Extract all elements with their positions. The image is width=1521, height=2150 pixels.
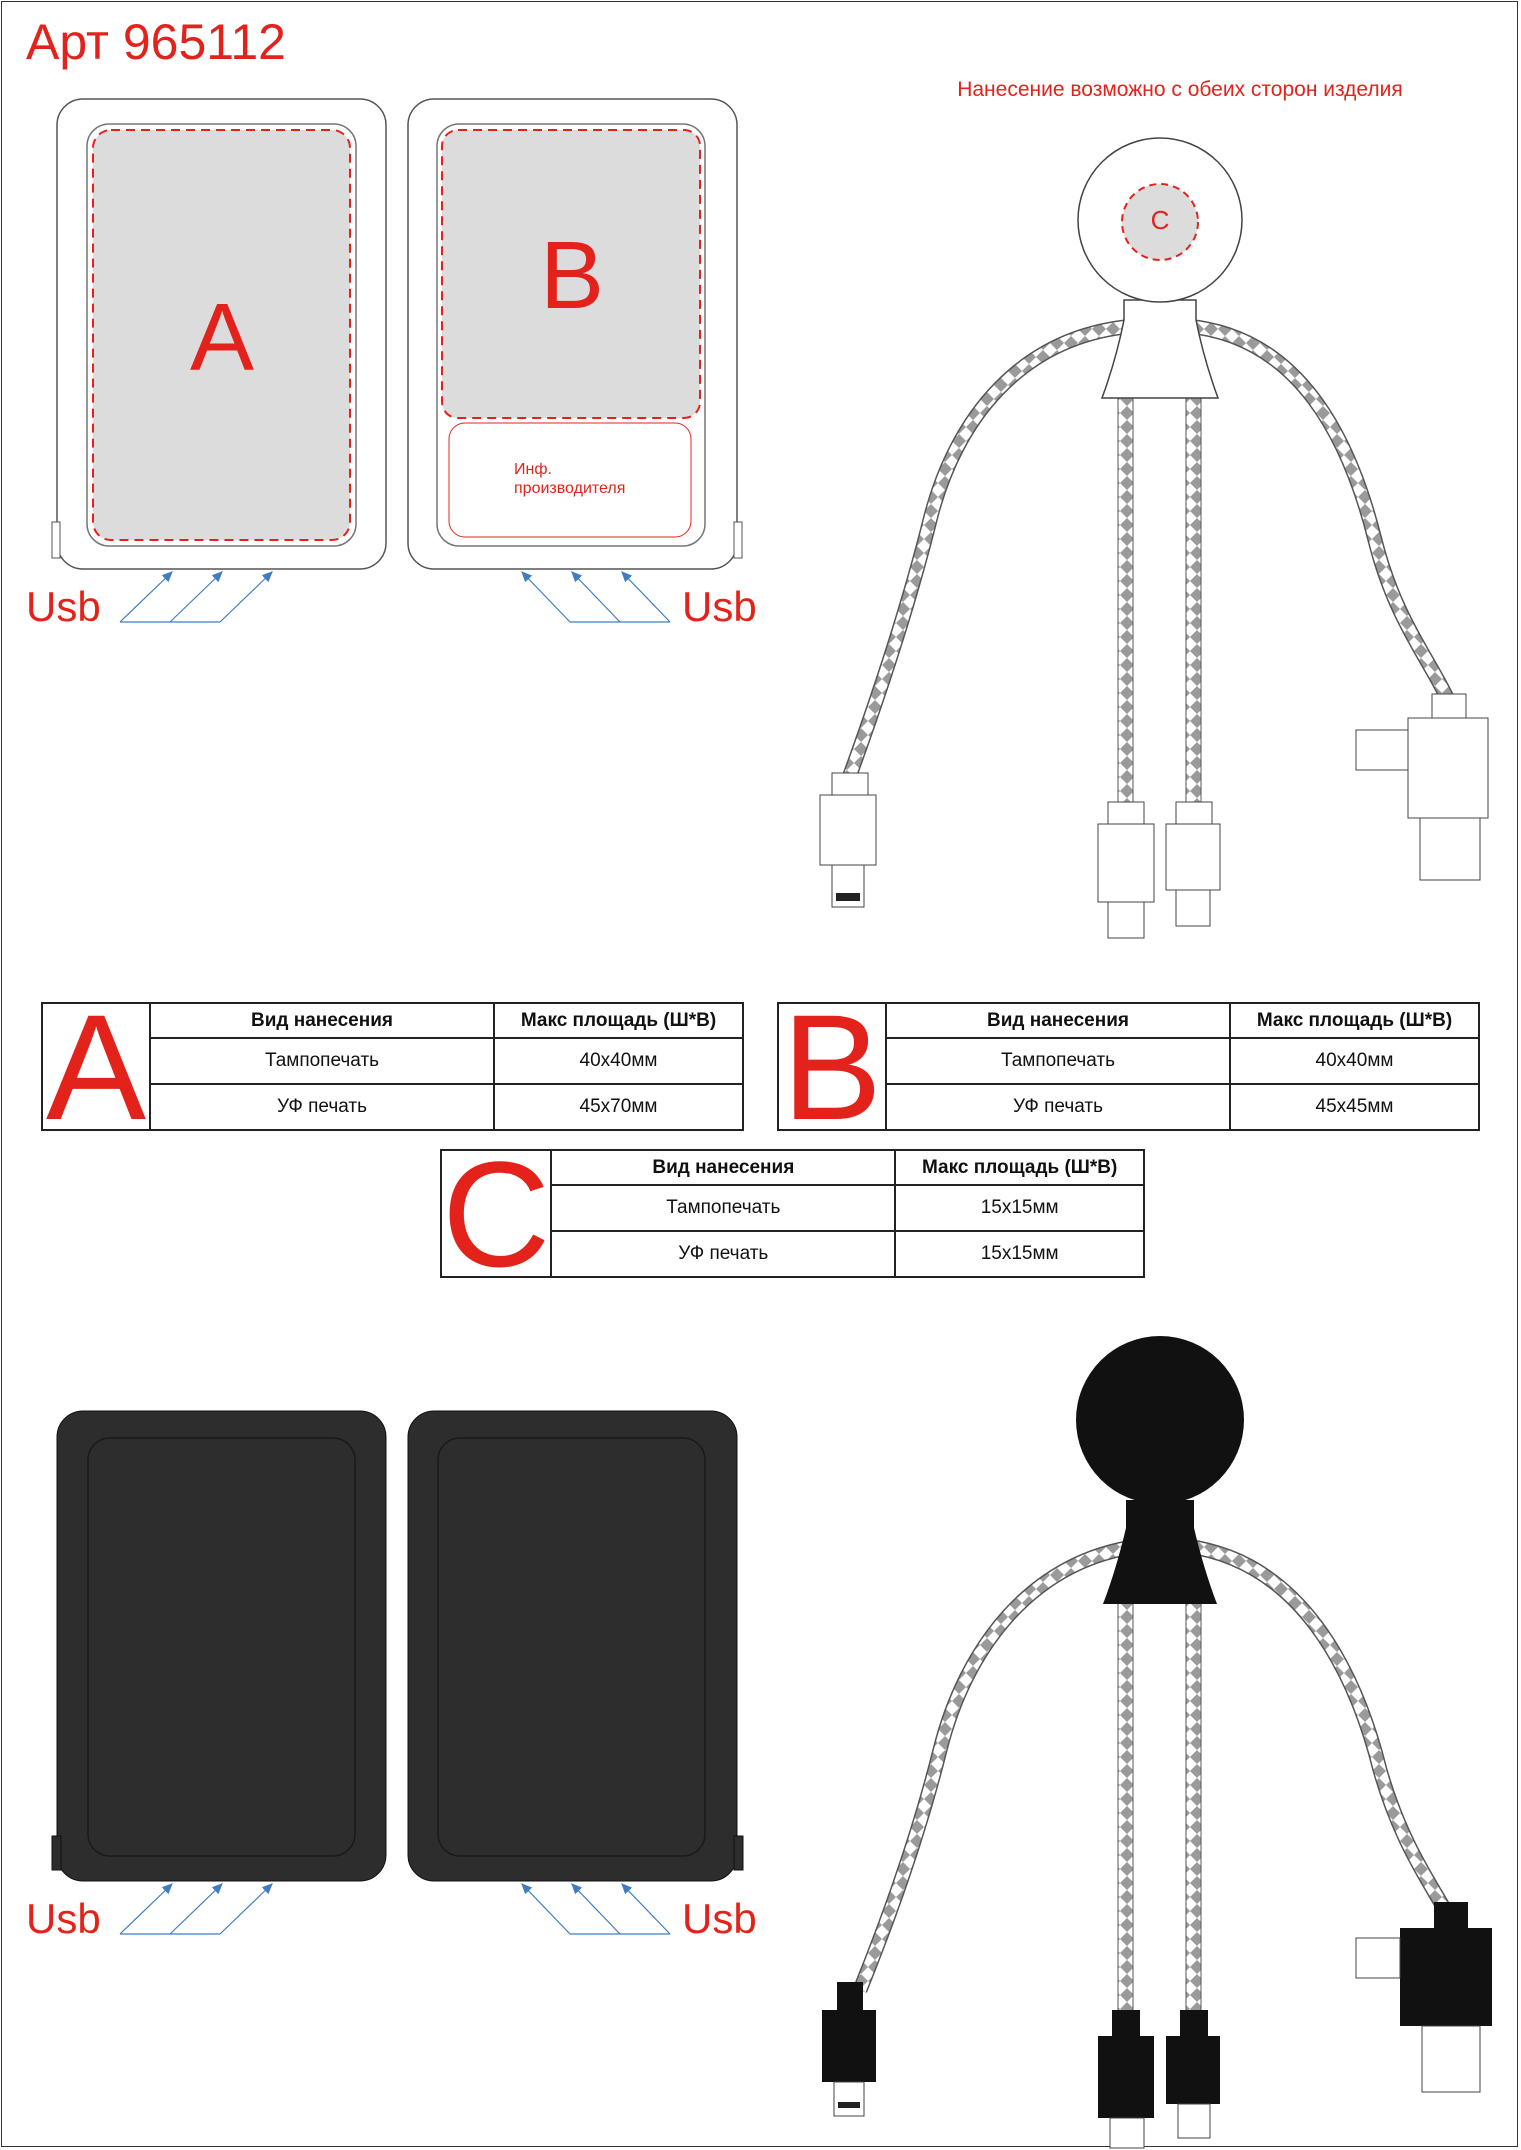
power-bank-front-black bbox=[52, 1411, 386, 1881]
spec-table-a bbox=[41, 982, 744, 1151]
table-header: Макс площадь (Ш*В) bbox=[494, 1003, 743, 1038]
table-letter: B bbox=[778, 1003, 886, 1130]
table-cell: УФ печать bbox=[150, 1084, 494, 1130]
cable-figure-black bbox=[822, 1336, 1492, 2148]
table-header: Вид нанесения bbox=[150, 1003, 494, 1038]
table-cell: 40x40мм bbox=[1230, 1038, 1479, 1084]
table-cell: 45x70мм bbox=[494, 1084, 743, 1130]
zone-b-label: B bbox=[539, 222, 605, 329]
power-bank-back-outline bbox=[408, 99, 742, 569]
table-cell: УФ печать bbox=[551, 1231, 895, 1277]
table-cell: УФ печать bbox=[886, 1084, 1230, 1130]
maker-info-line1: Инф. bbox=[514, 461, 552, 478]
table-letter: C bbox=[442, 1129, 551, 1298]
usb-label-back-top: Usb bbox=[682, 583, 757, 630]
zone-c-label: C bbox=[1150, 205, 1170, 235]
print-note: Нанесение возможно с обеих сторон изделия bbox=[957, 78, 1403, 101]
table-cell: 40x40мм bbox=[494, 1038, 743, 1084]
article-title: Арт 965112 bbox=[26, 14, 286, 70]
usb-arrows-top bbox=[120, 572, 670, 622]
zone-a-label: A bbox=[189, 284, 255, 391]
usb-arrows-bottom bbox=[120, 1884, 670, 1934]
table-cell: Тампопечать bbox=[551, 1185, 895, 1231]
table-header: Вид нанесения bbox=[551, 1150, 895, 1185]
maker-info-line2: производителя bbox=[514, 480, 626, 497]
table-header: Макс площадь (Ш*В) bbox=[895, 1150, 1144, 1185]
spec-table-c bbox=[440, 1129, 1145, 1298]
table-cell: 15x15мм bbox=[895, 1231, 1144, 1277]
usb-label-front-top: Usb bbox=[26, 583, 101, 630]
table-header: Макс площадь (Ш*В) bbox=[1230, 1003, 1479, 1038]
power-bank-back-black bbox=[408, 1411, 743, 1881]
table-letter: A bbox=[42, 1003, 150, 1130]
table-cell: Тампопечать bbox=[886, 1038, 1230, 1084]
usb-label-back-bottom: Usb bbox=[682, 1895, 757, 1942]
spec-table-b bbox=[777, 982, 1480, 1151]
usb-label-front-bottom: Usb bbox=[26, 1895, 101, 1942]
table-cell: 45x45мм bbox=[1230, 1084, 1479, 1130]
table-header: Вид нанесения bbox=[886, 1003, 1230, 1038]
cable-figure-outline bbox=[820, 138, 1488, 938]
table-cell: 15x15мм bbox=[895, 1185, 1144, 1231]
table-cell: Тампопечать bbox=[150, 1038, 494, 1084]
